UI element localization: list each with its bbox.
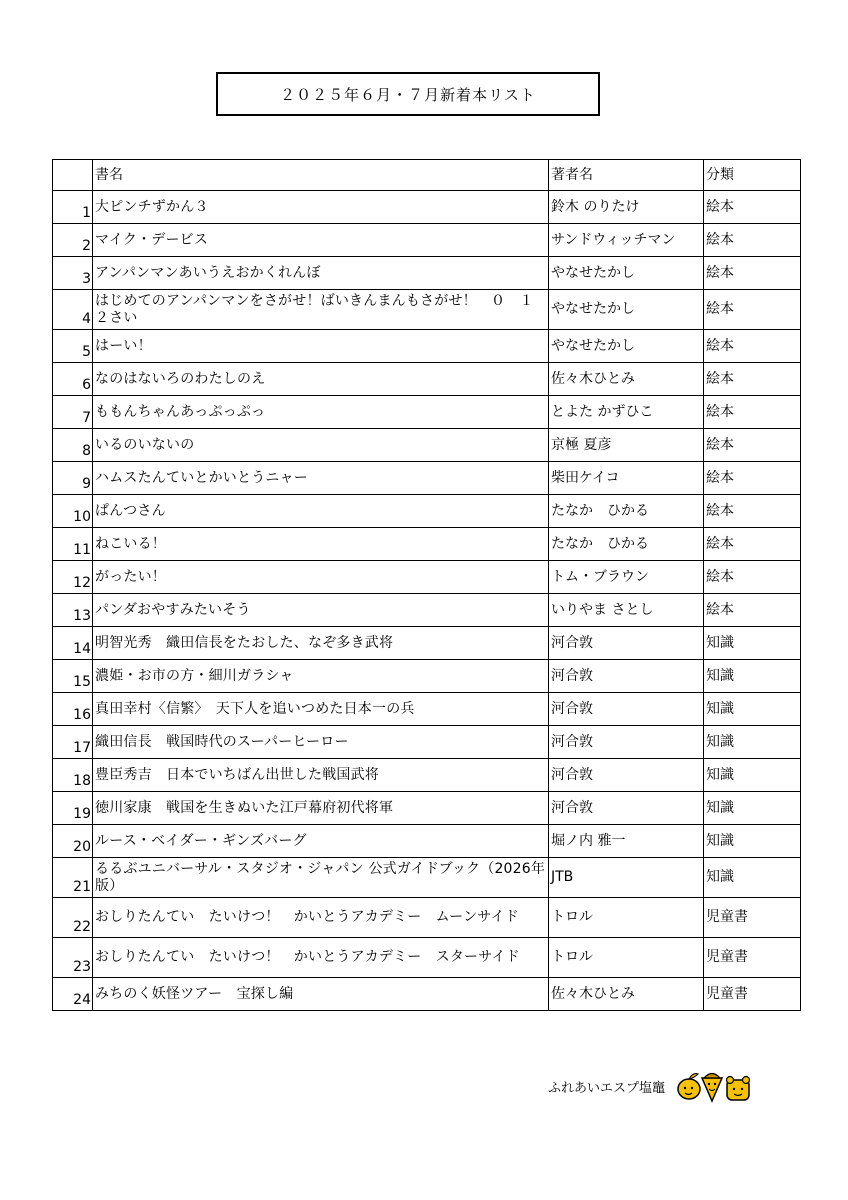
book-author: 河合敦 xyxy=(549,660,704,693)
book-author: 京極 夏彦 xyxy=(549,429,704,462)
book-title: 織田信長 戦国時代のスーパーヒーロー xyxy=(93,726,549,759)
book-category: 知識 xyxy=(704,726,801,759)
book-category: 絵本 xyxy=(704,224,801,257)
book-title: 徳川家康 戦国を生きぬいた江戸幕府初代将軍 xyxy=(93,792,549,825)
row-number: 19 xyxy=(53,792,93,825)
book-author: やなせたかし xyxy=(549,290,704,330)
row-number: 23 xyxy=(53,938,93,978)
table-row xyxy=(53,693,801,726)
book-title: ねこいる！ xyxy=(93,528,549,561)
book-title: 濃姫・お市の方・細川ガラシャ xyxy=(93,660,549,693)
table-row xyxy=(53,561,801,594)
book-author: やなせたかし xyxy=(549,257,704,290)
table-row xyxy=(53,363,801,396)
book-author: JTB xyxy=(549,858,704,898)
table-header-row xyxy=(53,160,801,191)
book-category: 絵本 xyxy=(704,462,801,495)
row-number: 15 xyxy=(53,660,93,693)
table-row xyxy=(53,938,801,978)
row-number: 9 xyxy=(53,462,93,495)
table-row xyxy=(53,792,801,825)
book-author: 堀ノ内 雅一 xyxy=(549,825,704,858)
book-title: はじめてのアンパンマンをさがせ！ばいきんまんもさがせ！ ０ １２さい xyxy=(93,290,549,330)
row-number: 5 xyxy=(53,330,93,363)
row-number: 14 xyxy=(53,627,93,660)
book-title: 明智光秀 織田信長をたおした、なぞ多き武将 xyxy=(93,627,549,660)
book-category: 絵本 xyxy=(704,330,801,363)
book-category: 絵本 xyxy=(704,561,801,594)
book-author: 佐々木ひとみ xyxy=(549,978,704,1011)
book-title: おしりたんてい たいけつ！ かいとうアカデミー ムーンサイド xyxy=(93,898,549,938)
book-category: 絵本 xyxy=(704,528,801,561)
table-row xyxy=(53,429,801,462)
table-row xyxy=(53,290,801,330)
book-title: なのはないろのわたしのえ xyxy=(93,363,549,396)
table-row xyxy=(53,726,801,759)
row-number: 6 xyxy=(53,363,93,396)
book-category: 児童書 xyxy=(704,978,801,1011)
table-row xyxy=(53,462,801,495)
book-author: やなせたかし xyxy=(549,330,704,363)
row-number: 21 xyxy=(53,858,93,898)
book-author: 鈴木 のりたけ xyxy=(549,191,704,224)
book-category: 知識 xyxy=(704,825,801,858)
book-title: ももんちゃんあっぷっぷっ xyxy=(93,396,549,429)
row-number: 17 xyxy=(53,726,93,759)
book-author: 河合敦 xyxy=(549,792,704,825)
book-title: みちのく妖怪ツアー 宝探し編 xyxy=(93,978,549,1011)
book-title: はーい！ xyxy=(93,330,549,363)
table-row xyxy=(53,330,801,363)
book-category: 児童書 xyxy=(704,938,801,978)
header-category: 分類 xyxy=(704,160,801,191)
table-row xyxy=(53,594,801,627)
book-category: 絵本 xyxy=(704,429,801,462)
row-number: 16 xyxy=(53,693,93,726)
table-row xyxy=(53,898,801,938)
row-number: 13 xyxy=(53,594,93,627)
book-author: 河合敦 xyxy=(549,693,704,726)
row-number: 22 xyxy=(53,898,93,938)
book-category: 絵本 xyxy=(704,495,801,528)
book-category: 絵本 xyxy=(704,363,801,396)
book-author: トム・ブラウン xyxy=(549,561,704,594)
book-title: 真田幸村〈信繁〉 天下人を追いつめた日本一の兵 xyxy=(93,693,549,726)
table-row xyxy=(53,858,801,898)
book-title: ぱんつさん xyxy=(93,495,549,528)
book-title: パンダおやすみたいそう xyxy=(93,594,549,627)
header-author: 著者名 xyxy=(549,160,704,191)
book-category: 知識 xyxy=(704,660,801,693)
new-books-table xyxy=(52,159,801,1011)
book-title: マイク・デービス xyxy=(93,224,549,257)
header-book-title: 書名 xyxy=(93,160,549,191)
row-number: 8 xyxy=(53,429,93,462)
book-title: いるのいないの xyxy=(93,429,549,462)
table-row xyxy=(53,627,801,660)
book-title: アンパンマンあいうえおかくれんぼ xyxy=(93,257,549,290)
book-category: 絵本 xyxy=(704,290,801,330)
book-author: 柴田ケイコ xyxy=(549,462,704,495)
book-author: いりやま さとし xyxy=(549,594,704,627)
book-category: 知識 xyxy=(704,792,801,825)
book-title: るるぶユニバーサル・スタジオ・ジャパン 公式ガイドブック（2026年版） xyxy=(93,858,549,898)
row-number: 24 xyxy=(53,978,93,1011)
row-number: 18 xyxy=(53,759,93,792)
book-category: 絵本 xyxy=(704,191,801,224)
table-row xyxy=(53,528,801,561)
list-title xyxy=(216,72,600,116)
book-category: 児童書 xyxy=(704,898,801,938)
book-category: 知識 xyxy=(704,693,801,726)
row-number: 20 xyxy=(53,825,93,858)
book-author: 河合敦 xyxy=(549,627,704,660)
book-category: 知識 xyxy=(704,627,801,660)
footer xyxy=(548,1068,755,1104)
book-author: たなか ひかる xyxy=(549,495,704,528)
book-author: 河合敦 xyxy=(549,759,704,792)
table-row xyxy=(53,257,801,290)
row-number: 1 xyxy=(53,191,93,224)
table-row xyxy=(53,396,801,429)
library-name: ふれあいエスプ塩竈 xyxy=(548,1080,666,1096)
row-number: 11 xyxy=(53,528,93,561)
table-row xyxy=(53,191,801,224)
list-title-text: ２０２５年６月・７月新着本リスト xyxy=(280,85,536,104)
row-number: 12 xyxy=(53,561,93,594)
book-category: 知識 xyxy=(704,858,801,898)
header-no xyxy=(53,160,93,191)
book-category: 絵本 xyxy=(704,594,801,627)
table-row xyxy=(53,224,801,257)
book-category: 絵本 xyxy=(704,396,801,429)
book-title: ルース・ベイダー・ギンズバーグ xyxy=(93,825,549,858)
table-row xyxy=(53,660,801,693)
book-title: 大ピンチずかん３ xyxy=(93,191,549,224)
table-row xyxy=(53,759,801,792)
table-row xyxy=(53,825,801,858)
row-number: 7 xyxy=(53,396,93,429)
row-number: 4 xyxy=(53,290,93,330)
mascot-characters-icon xyxy=(675,1068,755,1104)
book-author: 河合敦 xyxy=(549,726,704,759)
book-title: がったい！ xyxy=(93,561,549,594)
book-author: とよた かずひこ xyxy=(549,396,704,429)
book-category: 絵本 xyxy=(704,257,801,290)
row-number: 2 xyxy=(53,224,93,257)
book-author: トロル xyxy=(549,898,704,938)
book-title: おしりたんてい たいけつ！ かいとうアカデミー スターサイド xyxy=(93,938,549,978)
row-number: 3 xyxy=(53,257,93,290)
book-title: 豊臣秀吉 日本でいちばん出世した戦国武将 xyxy=(93,759,549,792)
row-number: 10 xyxy=(53,495,93,528)
table-row xyxy=(53,978,801,1011)
book-category: 知識 xyxy=(704,759,801,792)
book-author: 佐々木ひとみ xyxy=(549,363,704,396)
book-author: トロル xyxy=(549,938,704,978)
book-title: ハムスたんていとかいとうニャー xyxy=(93,462,549,495)
book-author: たなか ひかる xyxy=(549,528,704,561)
table-row xyxy=(53,495,801,528)
book-author: サンドウィッチマン xyxy=(549,224,704,257)
